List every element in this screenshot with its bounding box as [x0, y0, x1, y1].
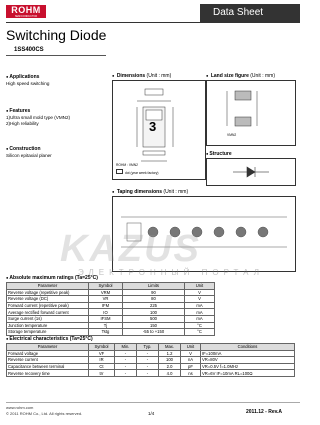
cell: Reverse current	[7, 357, 89, 364]
construction-text: Silicon epitaxial planer	[6, 153, 52, 158]
brand-name: ROHM	[11, 5, 41, 15]
table-row	[7, 296, 215, 303]
elec-header-row	[7, 344, 295, 351]
cell: -	[137, 357, 159, 364]
table-row	[7, 370, 295, 377]
cell: 100	[159, 357, 181, 364]
cell: IO	[89, 309, 123, 316]
cell: nA	[181, 357, 201, 364]
elec-col-symbol: Symbol	[89, 344, 115, 351]
cell: 150	[123, 322, 185, 329]
cell: Forward current (repetitive peak)	[7, 302, 89, 309]
construction-heading: ● Construction	[6, 146, 41, 152]
part-number: 1SS400CS	[14, 47, 44, 53]
cell: -	[137, 370, 159, 377]
abs-col-parameter: Parameter	[7, 283, 89, 290]
abs-col-symbol: Symbol	[89, 283, 123, 290]
cell: 225	[123, 302, 185, 309]
abs-col-limits: Limits	[123, 283, 185, 290]
doc-type-banner	[200, 4, 300, 22]
revision-date: 2011.12 - Rev.A	[246, 409, 283, 415]
abs-max-table	[6, 282, 215, 336]
elec-col-parameter: Parameter	[7, 344, 89, 351]
cell: 2.0	[159, 363, 181, 370]
footer-copyright: © 2011 ROHM Co., Ltd. All rights reserved.	[6, 411, 83, 416]
cell: IFM	[89, 302, 123, 309]
abs-col-unit: Unit	[185, 283, 215, 290]
cell: V	[181, 350, 201, 357]
cell: VF	[89, 350, 115, 357]
elec-col-conditions: Conditions	[201, 344, 295, 351]
product-title: Switching Diode	[6, 27, 107, 43]
cell: V	[185, 296, 215, 303]
dot-legend-text: dot (year week factory)	[125, 171, 159, 175]
cell: °C	[185, 329, 215, 336]
cell: mA	[185, 309, 215, 316]
cell: VR=6V IF=10mA RL=100Ω	[201, 370, 295, 377]
cell: pF	[181, 363, 201, 370]
cell: mA	[185, 315, 215, 322]
taping-title: Taping dimensions	[116, 189, 163, 195]
cell: 90	[123, 289, 185, 296]
structure-heading: ● Structure	[206, 151, 232, 157]
cell: -	[115, 350, 137, 357]
table-row	[7, 329, 215, 336]
cell: Tj	[89, 322, 123, 329]
cell: IR	[89, 357, 115, 364]
cell: -	[137, 363, 159, 370]
elec-col-typ: Typ.	[137, 344, 159, 351]
cell: Tstg	[89, 329, 123, 336]
taping-unit: (Unit : mm)	[163, 189, 189, 195]
dimensions-unit: (Unit : mm)	[146, 73, 172, 79]
cell: mA	[185, 302, 215, 309]
rohm-logo	[6, 5, 46, 18]
dot-legend-swatch	[116, 169, 123, 174]
elec-table	[6, 343, 295, 377]
elec-heading: ● Electrical characteristics (Ta=25°C)	[6, 336, 93, 342]
table-row	[7, 357, 295, 364]
watermark-logo: KAZUS	[60, 228, 201, 270]
cell: Ct	[89, 363, 115, 370]
cell: ns	[181, 370, 201, 377]
cell: VR=0.5V f=1.0MHz	[201, 363, 295, 370]
table-row	[7, 289, 215, 296]
cell: 500	[123, 315, 185, 322]
dimensions-figure	[112, 80, 206, 180]
cell: 4.0	[159, 370, 181, 377]
cell: Forward voltage	[7, 350, 89, 357]
land-pattern-drawing	[207, 81, 295, 145]
taping-heading	[112, 189, 188, 195]
cell: IFSM	[89, 315, 123, 322]
diode-symbol	[207, 159, 295, 185]
watermark-subtitle: ЭЛЕКТРОННЫЙ ПОРТАЛ	[78, 268, 264, 277]
header-divider	[6, 22, 300, 23]
footer-url[interactable]: www.rohm.com	[6, 405, 34, 410]
elec-col-min: Min.	[115, 344, 137, 351]
cell: Reverse voltage (DC)	[7, 296, 89, 303]
table-row	[7, 363, 295, 370]
cell: Capacitance between terminal	[7, 363, 89, 370]
land-size-unit: (Unit : mm)	[250, 73, 275, 79]
land-size-figure	[206, 80, 296, 146]
marking-code: 3	[149, 119, 157, 134]
cell: -	[137, 350, 159, 357]
cell: IF=100mA	[201, 350, 295, 357]
land-size-title: Land size figure	[210, 73, 249, 79]
applications-text: High speed switching	[6, 81, 50, 86]
feature-item-1: 1)Ultra small mold type (VMN2)	[6, 115, 71, 120]
page-number: 1/4	[148, 411, 155, 416]
dimensions-title: Dimensions	[116, 73, 146, 79]
cell: trr	[89, 370, 115, 377]
cell: VRM	[89, 289, 123, 296]
abs-max-header-row	[7, 283, 215, 290]
brand-sub: SEMICONDUCTOR	[14, 15, 38, 18]
cell: Reverse voltage (repetitive peak)	[7, 289, 89, 296]
table-row	[7, 350, 295, 357]
cell: 80	[123, 296, 185, 303]
table-row	[7, 302, 215, 309]
cell: V	[185, 289, 215, 296]
abs-max-heading: ● Absolute maximum ratings (Ta=25°C)	[6, 275, 98, 281]
land-size-heading	[206, 73, 275, 79]
cell: -55 to +150	[123, 329, 185, 336]
cell: 100	[123, 309, 185, 316]
cell: -	[115, 357, 137, 364]
cell: °C	[185, 322, 215, 329]
table-row	[7, 309, 215, 316]
doc-type-label: Data Sheet	[213, 7, 264, 18]
cell: Average rectified forward current	[7, 309, 89, 316]
table-row	[7, 322, 215, 329]
cell: VR	[89, 296, 123, 303]
cell: Storage temperature	[7, 329, 89, 336]
land-package-label: VMN2	[227, 133, 237, 137]
part-underline	[6, 55, 106, 56]
applications-heading: ● Applications	[6, 74, 39, 80]
structure-figure	[206, 158, 296, 186]
package-legend: ROHM : VMN2	[116, 163, 138, 167]
dimensions-heading	[112, 73, 171, 79]
cell: 1.2	[159, 350, 181, 357]
footer-divider	[6, 402, 300, 403]
cell: -	[115, 370, 137, 377]
cell: VR=80V	[201, 357, 295, 364]
dot-legend	[116, 169, 159, 175]
cell: Reverse recovery time	[7, 370, 89, 377]
cell: Surge current (1s)	[7, 315, 89, 322]
cell: -	[115, 363, 137, 370]
elec-col-max: Max.	[159, 344, 181, 351]
cell: Junction temperature	[7, 322, 89, 329]
table-row	[7, 315, 215, 322]
features-heading: ● Features	[6, 108, 30, 114]
elec-col-unit: Unit	[181, 344, 201, 351]
feature-item-2: 2)High reliability	[6, 121, 39, 126]
